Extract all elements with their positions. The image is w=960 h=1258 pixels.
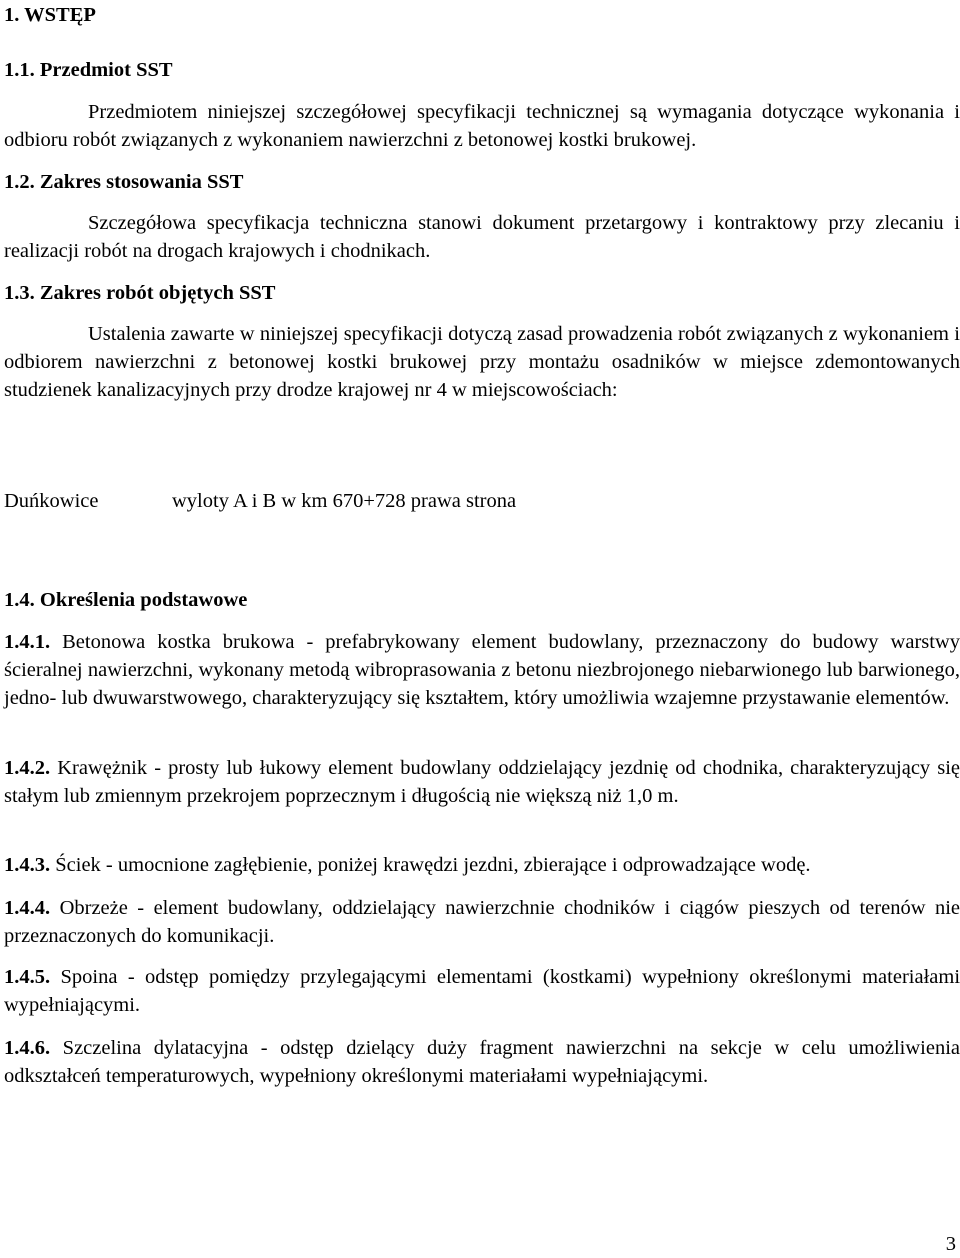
section-1-3-body: Ustalenia zawarte w niniejszej specyfikacji dotyczą zasad prowadzenia robót związanych z wykonaniem i odbiorem nawierzchni z betonowej kostki brukowej przy montażu osadników w miejsce zdemontowanych studzienek kanalizacyjnych przy drodze krajowej nr 4 w miejscowościach:	[4, 323, 960, 401]
location-detail: wyloty A i B w km 670+728 prawa strona	[172, 490, 517, 512]
definition-text: Spoina - odstęp pomiędzy przylegającymi elementami (kostkami) wypełniony określonymi materiałami wypełniającymi.	[4, 966, 960, 1016]
location-name: Duńkowice	[4, 490, 99, 512]
definition-text: Ściek - umocnione zagłębienie, poniżej krawędzi jezdni, zbierające i odprowadzające wodę.	[55, 854, 811, 876]
definition-number: 1.4.1.	[4, 631, 51, 653]
definition-number: 1.4.5.	[4, 966, 51, 988]
section-1-1-body: Przedmiotem niniejszej szczegółowej specyfikacji technicznej są wymagania dotyczące wykonania i odbioru robót związanych z wykonaniem nawierzchni z betonowej kostki brukowej.	[4, 101, 960, 151]
definition-1-4-6	[4, 1034, 960, 1090]
chapter-heading: 1. WSTĘP	[4, 4, 96, 26]
definition-text: Obrzeże - element budowlany, oddzielający nawierzchnie chodników i ciągów pieszych od terenów nie przeznaczonych do komunikacji.	[4, 897, 960, 947]
definition-text: Krawężnik - prosty lub łukowy element budowlany oddzielający jezdnię od chodnika, charakteryzujący się stałym lub zmiennym przekrojem poprzecznym i długością nie większą niż 1,0 m.	[4, 757, 960, 807]
definition-number: 1.4.4.	[4, 897, 51, 919]
definition-1-4-2	[4, 754, 960, 810]
definition-text: Betonowa kostka brukowa - prefabrykowany element budowlany, przeznaczony do budowy warstwy ścieralnej nawierzchni, wykonany metodą wibroprasowania z betonu niezbrojonego niebarwionego lub barwionego, jedno- lub dwuwarstwowego, charakteryzujący się kształtem, który umożliwia wzajemne przystawanie elementów.	[4, 631, 960, 709]
definition-1-4-5	[4, 963, 960, 1019]
section-1-4-title: 1.4. Określenia podstawowe	[4, 589, 248, 611]
section-1-1-title: 1.1. Przedmiot SST	[4, 59, 173, 81]
section-1-2-title: 1.2. Zakres stosowania SST	[4, 171, 244, 193]
definition-number: 1.4.3.	[4, 854, 51, 876]
page-number: 3	[945, 1233, 956, 1255]
definition-1-4-3	[4, 851, 960, 879]
section-1-3-title: 1.3. Zakres robót objętych SST	[4, 282, 276, 304]
definition-1-4-4	[4, 894, 960, 950]
definition-text: Szczelina dylatacyjna - odstęp dzielący duży fragment nawierzchni na sekcje w celu umożliwienia odkształceń temperaturowych, wypełniony określonymi materiałami wypełniającymi.	[4, 1037, 960, 1087]
definition-number: 1.4.2.	[4, 757, 51, 779]
definition-1-4-1	[4, 628, 960, 712]
section-1-2-body: Szczegółowa specyfikacja techniczna stanowi dokument przetargowy i kontraktowy przy zlecaniu i realizacji robót na drogach krajowych i chodnikach.	[4, 212, 960, 262]
definition-number: 1.4.6.	[4, 1037, 51, 1059]
